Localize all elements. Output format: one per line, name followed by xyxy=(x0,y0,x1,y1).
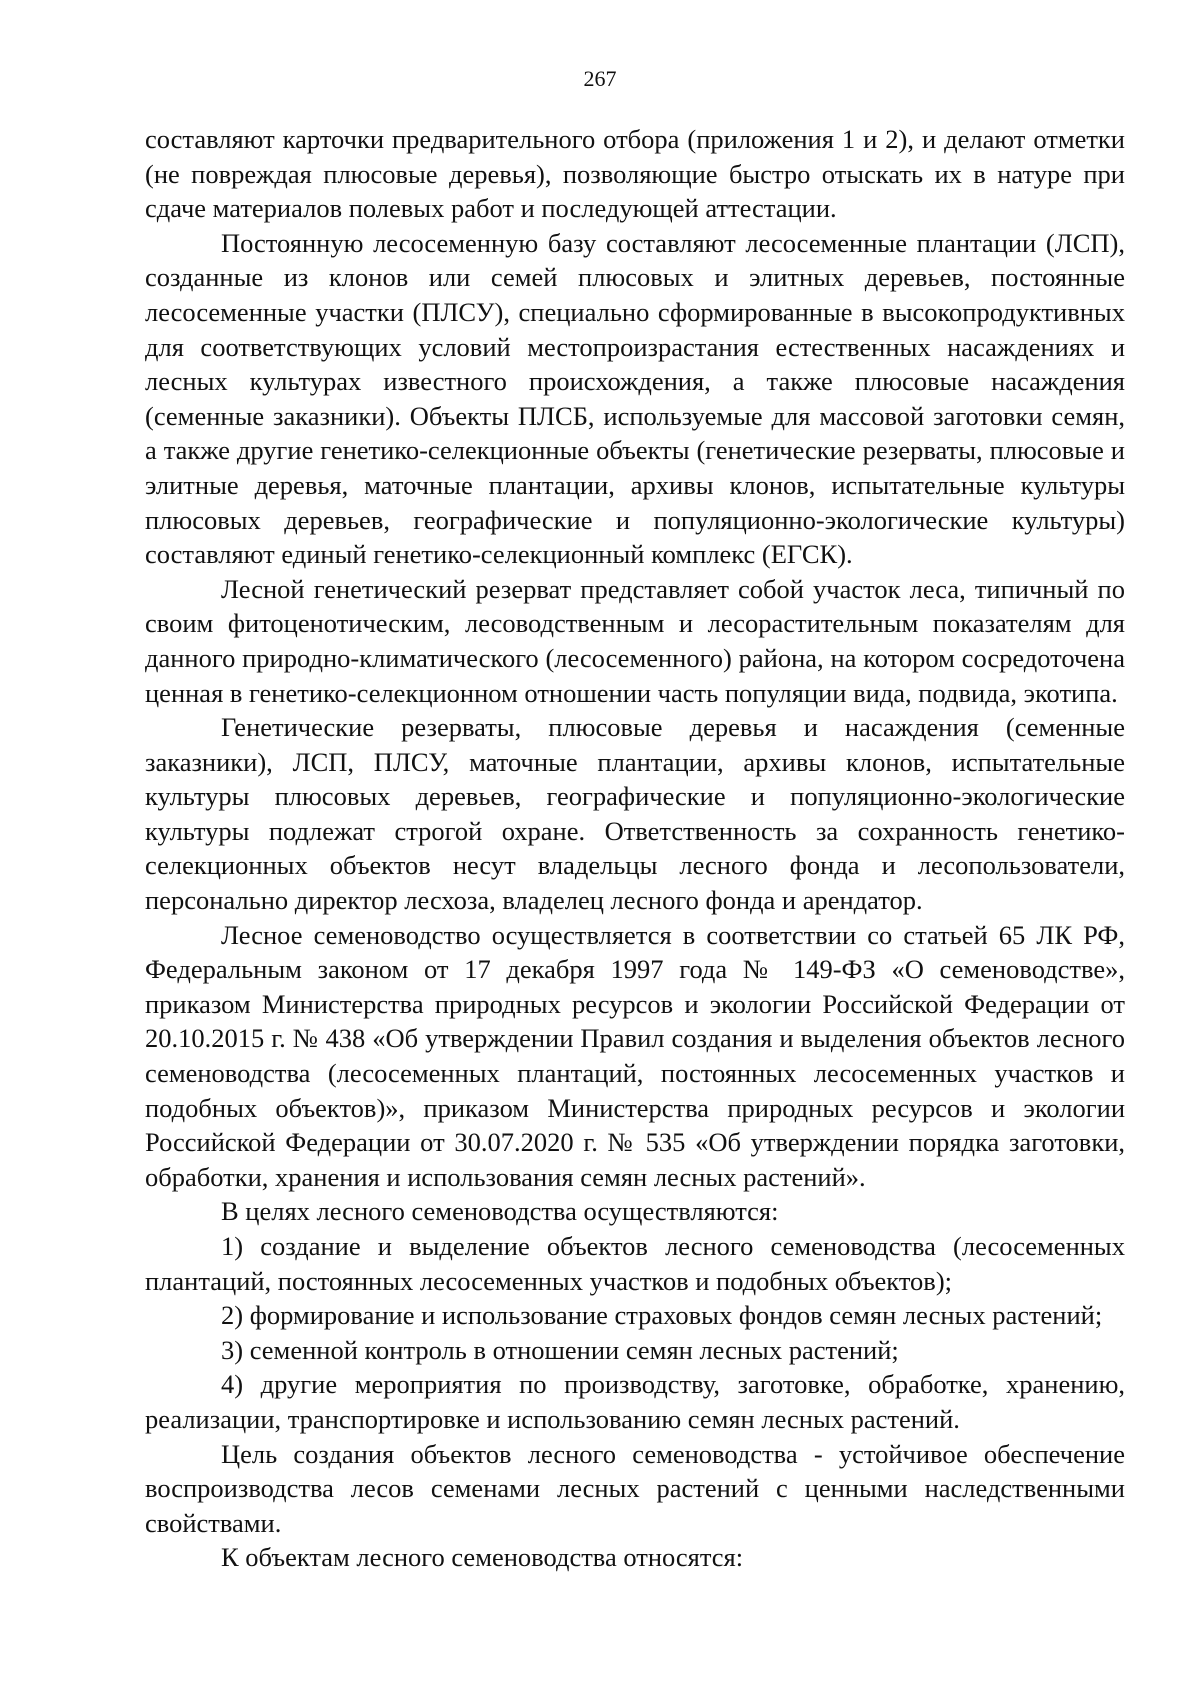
list-item-3: 3) семенной контроль в отношении семян лесных растений; xyxy=(221,1334,899,1365)
paragraph-protection: Генетические резерваты, плюсовые деревья и насаждения (семенные заказники), ЛСП, ПЛСУ, маточные плантации, архивы клонов, испытательные культуры плюсовых деревьев, географические и популяционно-экологические культуры подлежат строгой охране. Ответственность за сохранность генетико-селекционных объектов несут владельцы лесного фонда и лесопользователи, персонально директор лесхоза, владелец лесного фонда и арендатор. xyxy=(145,712,1125,916)
paragraph-continuation: составляют карточки предварительного отбора (приложения 1 и 2), и делают отметки (не повреждая плюсовые деревья), позволяющие быстро отыскать их в натуре при сдаче материалов полевых работ и последующей аттестации. xyxy=(145,124,1125,224)
paragraph-objects-intro: К объектам лесного семеноводства относятся: xyxy=(221,1542,744,1573)
paragraph-list-intro: В целях лесного семеноводства осуществляются: xyxy=(221,1196,779,1227)
list-item-2: 2) формирование и использование страховых фондов семян лесных растений; xyxy=(221,1300,1103,1331)
paragraph-legal-basis: Лесное семеноводство осуществляется в соответствии со статьей 65 ЛК РФ, Федеральным законом от 17 декабря 1997 года № 149-ФЗ «О семеноводстве», приказом Министерства природных ресурсов и экологии Российской Федерации от 20.10.2015 г. № 438 «Об утверждении Правил создания и выделения объектов лесного семеноводства (лесосеменных плантаций, постоянных лесосеменных участков и подобных объектов)», приказом Министерства природных ресурсов и экологии Российской Федерации от 30.07.2020 г. № 535 «Об утверждении порядка заготовки, обработки, хранения и использования семян лесных растений». xyxy=(145,919,1125,1192)
paragraph-genetic-reserve: Лесной генетический резерват представляет собой участок леса, типичный по своим фитоценотическим, лесоводственным и лесорастительным показателям для данного природно-климатического (лесосеменного) района, на котором сосредоточена ценная в генетико-селекционном отношении часть популяции вида, подвида, экотипа. xyxy=(145,573,1125,708)
list-item-4: 4) другие мероприятия по производству, заготовке, обработке, хранению, реализации, транспортировке и использованию семян лесных растений. xyxy=(145,1369,1125,1434)
body-text xyxy=(145,122,1125,1575)
paragraph-goal: Цель создания объектов лесного семеноводства - устойчивое обеспечение воспроизводства лесов семенами лесных растений с ценными наследственными свойствами. xyxy=(145,1438,1125,1538)
paragraph-permanent-seed-base: Постоянную лесосеменную базу составляют лесосеменные плантации (ЛСП), созданные из клонов или семей плюсовых и элитных деревьев, постоянные лесосеменные участки (ПЛСУ), специально сформированные в высокопродуктивных для соответствующих условий местопроизрастания естественных насаждениях и лесных культурах известного происхождения, а также плюсовые насаждения (семенные заказники). Объекты ПЛСБ, используемые для массовой заготовки семян, а также другие генетико-селекционные объекты (генетические резерваты, плюсовые и элитные деревья, маточные плантации, архивы клонов, испытательные культуры плюсовых деревьев, географические и популяционно-экологические культуры) составляют единый генетико-селекционный комплекс (ЕГСК). xyxy=(145,227,1125,570)
list-item-1: 1) создание и выделение объектов лесного семеноводства (лесосеменных плантаций, постоянных лесосеменных участков и подобных объектов); xyxy=(145,1231,1125,1296)
page-number: 267 xyxy=(583,66,617,91)
